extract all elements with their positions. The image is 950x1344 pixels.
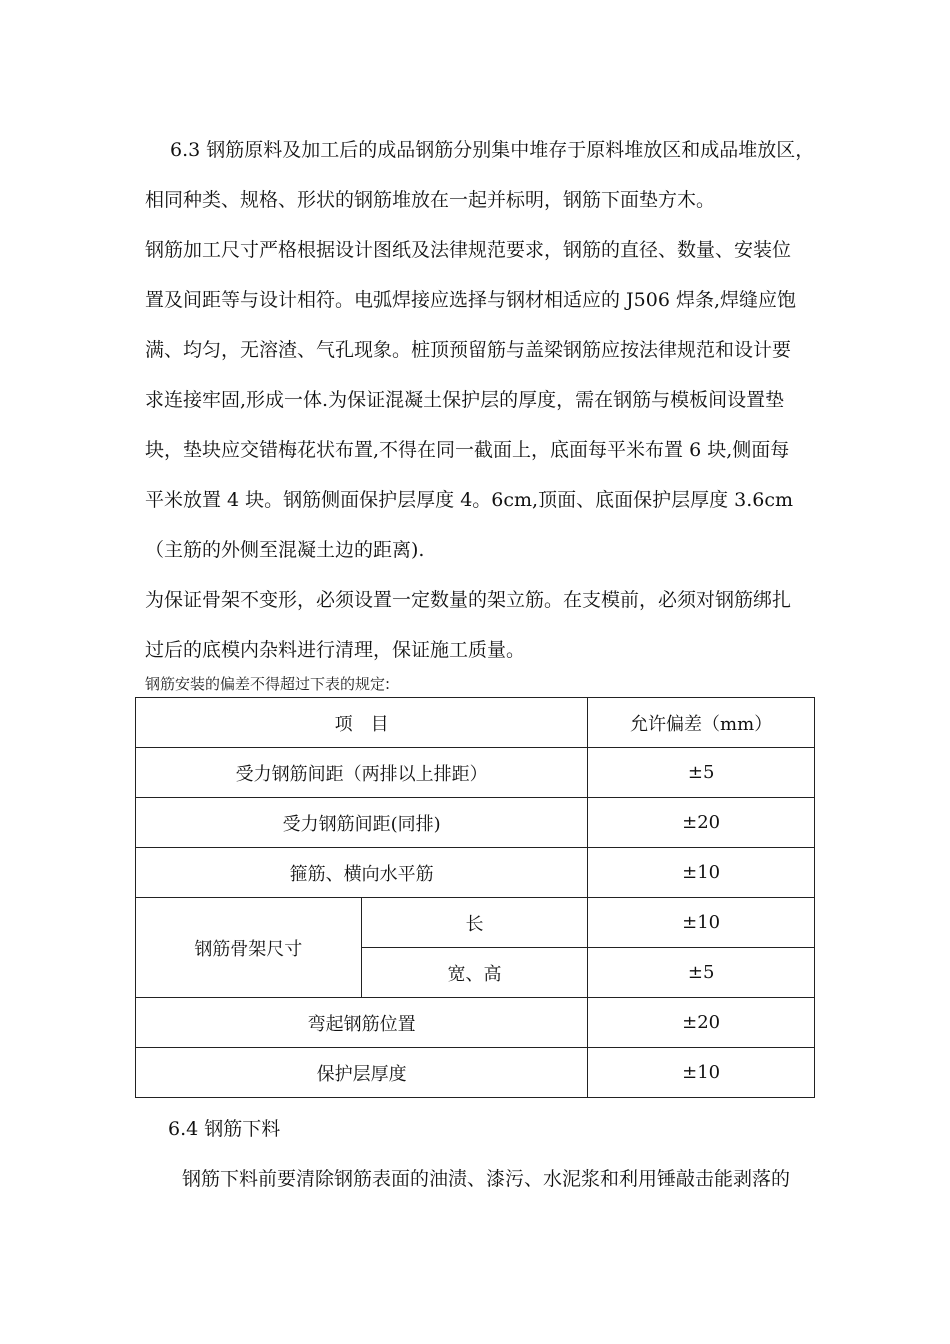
row-group-item: 钢筋骨架尺寸	[136, 898, 362, 998]
paragraph-line: 钢筋下料前要清除钢筋表面的油渍、漆污、水泥浆和利用锤敲击能剥落的	[182, 1168, 791, 1190]
table-row	[136, 998, 815, 1048]
row-item: 保护层厚度	[136, 1048, 588, 1098]
header-tolerance: 允许偏差（mm）	[588, 698, 815, 748]
row-item: 受力钢筋间距（两排以上排距）	[136, 748, 588, 798]
row-item: 受力钢筋间距(同排)	[136, 798, 588, 848]
paragraph-line: 平米放置 4 块。钢筋侧面保护层厚度 4。6cm,顶面、底面保护层厚度 3.6cm	[145, 489, 793, 511]
paragraph-line: 为保证骨架不变形，必须设置一定数量的架立筋。在支模前，必须对钢筋绑扎	[145, 589, 792, 611]
tolerance-table	[135, 697, 815, 1098]
row-sub-item: 长	[361, 898, 588, 948]
paragraph-line: 块，垫块应交错梅花状布置,不得在同一截面上，底面每平米布置 6 块,侧面每	[145, 439, 790, 461]
paragraph-line: 求连接牢固,形成一体.为保证混凝土保护层的厚度，需在钢筋与模板间设置垫	[145, 389, 785, 411]
row-item: 箍筋、横向水平筋	[136, 848, 588, 898]
row-item: 弯起钢筋位置	[136, 998, 588, 1048]
row-tolerance: ±10	[588, 1048, 815, 1098]
row-tolerance: ±20	[588, 998, 815, 1048]
table-row	[136, 848, 815, 898]
row-tolerance: ±10	[588, 848, 815, 898]
paragraph-line: 钢筋加工尺寸严格根据设计图纸及法律规范要求，钢筋的直径、数量、安装位	[145, 239, 792, 261]
paragraph-line: 置及间距等与设计相符。电弧焊接应选择与钢材相适应的 J506 焊条,焊缝应饱	[145, 289, 797, 311]
table-row	[136, 748, 815, 798]
row-tolerance: ±5	[588, 748, 815, 798]
section-heading: 6.4 钢筋下料	[168, 1118, 281, 1140]
paragraph-line: 6.3 钢筋原料及加工后的成品钢筋分别集中堆存于原料堆放区和成品堆放区，	[170, 139, 815, 161]
table-caption: 钢筋安装的偏差不得超过下表的规定:	[145, 675, 391, 693]
paragraph-line: 满、均匀，无溶渣、气孔现象。桩顶预留筋与盖梁钢筋应按法律规范和设计要	[145, 339, 792, 361]
table-row	[136, 1048, 815, 1098]
row-tolerance: ±5	[588, 948, 815, 998]
row-sub-item: 宽、高	[361, 948, 588, 998]
paragraph-line: （主筋的外侧至混凝土边的距离).	[145, 539, 425, 561]
row-tolerance: ±20	[588, 798, 815, 848]
table-row	[136, 798, 815, 848]
header-item: 项 目	[136, 698, 588, 748]
paragraph-line: 相同种类、规格、形状的钢筋堆放在一起并标明，钢筋下面垫方木。	[145, 189, 716, 211]
table-header-row	[136, 698, 815, 748]
table-row	[136, 898, 815, 948]
paragraph-line: 过后的底模内杂料进行清理，保证施工质量。	[145, 639, 526, 661]
row-tolerance: ±10	[588, 898, 815, 948]
